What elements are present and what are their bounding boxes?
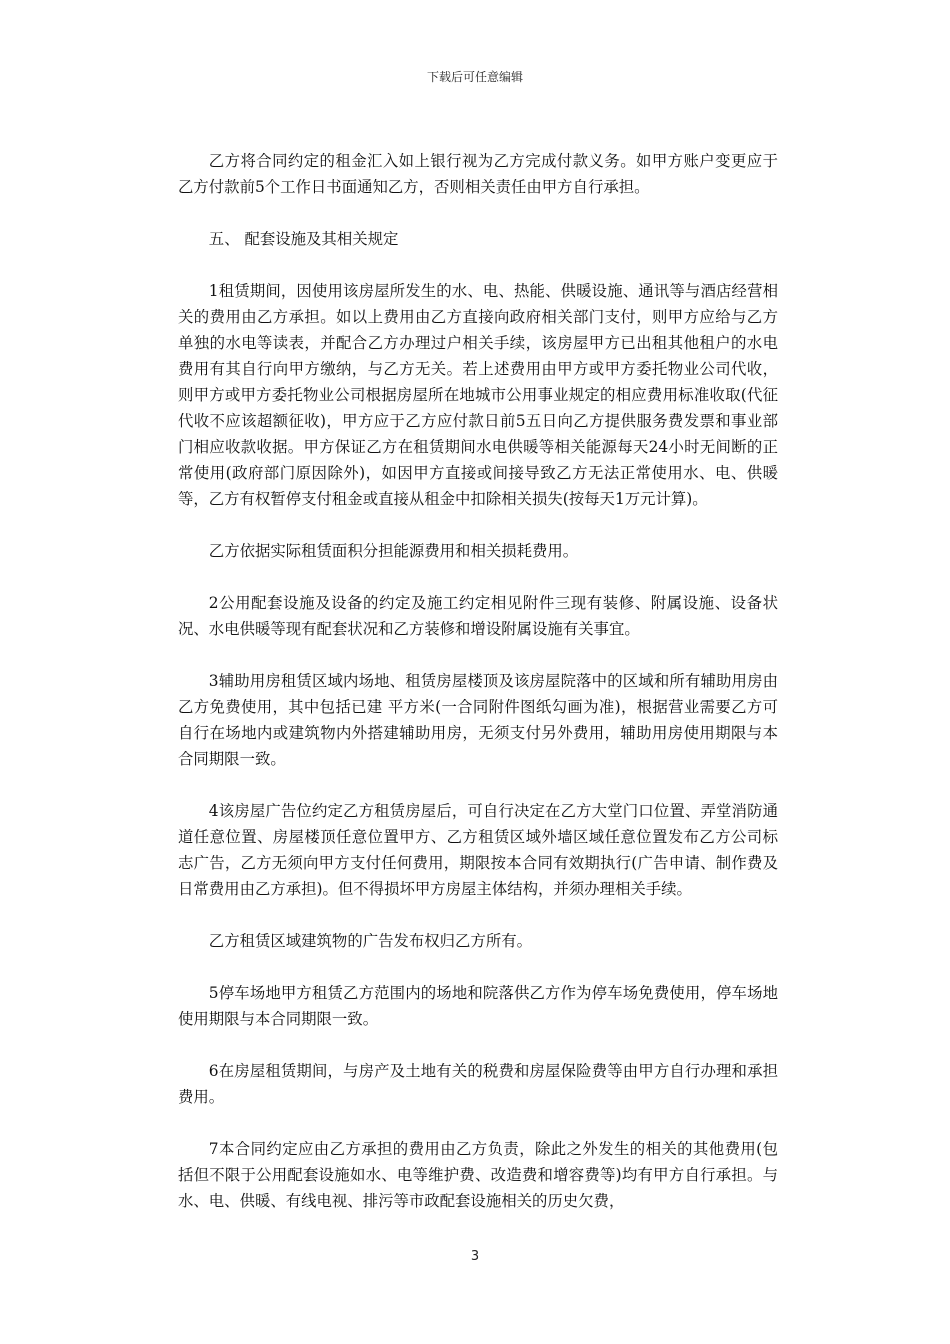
paragraph-clause-5-parking: 5停车场地甲方租赁乙方范围内的场地和院落供乙方作为停车场免费使用，停车场地使用期限与本合同期限一致。 [178, 984, 778, 1028]
page-number: 3 [470, 1249, 480, 1264]
paragraph-energy-cost-share: 乙方依据实际租赁面积分担能源费用和相关损耗费用。 [208, 542, 579, 560]
paragraph-clause-6-taxes: 6在房屋租赁期间，与房产及土地有关的税费和房屋保险费等由甲方自行办理和承担费用。 [178, 1062, 778, 1106]
paragraph-clause-1-utilities: 1租赁期间，因使用该房屋所发生的水、电、热能、供暖设施、通讯等与酒店经营相关的费用由乙方承担。如以上费用由乙方直接向政府相关部门支付，则甲方应给与乙方单独的水电等读表，并配合乙方办理过户相关手续，该房屋甲方已出租其他租户的水电费用有其自行向甲方缴纳，与乙方无关。若上述费用由甲方或甲方委托物业公司代收，则甲方或甲方委托物业公司根据房屋所在地城市公用事业规定的相应费用标准收取(代征代收不应该超额征收)，甲方应于乙方应付款日前5五日向乙方提供服务费发票和事业部门相应收款收据。甲方保证乙方在租赁期间水电供暖等相关能源每天24小时无间断的正常使用(政府部门原因除外)，如因甲方直接或间接导致乙方无法正常使用水、电、供暖等，乙方有权暂停支付租金或直接从租金中扣除相关损失(按每天1万元计算)。 [178, 282, 778, 508]
paragraph-payment-notice: 乙方将合同约定的租金汇入如上银行视为乙方完成付款义务。如甲方账户变更应于乙方付款前5个工作日书面通知乙方，否则相关责任由甲方自行承担。 [178, 152, 778, 196]
paragraph-clause-2-public-facilities: 2公用配套设施及设备的约定及施工约定相见附件三现有装修、附属设施、设备状况、水电供暖等现有配套状况和乙方装修和增设附属设施有关事宜。 [178, 594, 778, 638]
paragraph-clause-7-other-costs: 7本合同约定应由乙方承担的费用由乙方负责，除此之外发生的相关的其他费用(包括但不限于公用配套设施如水、电等维护费、改造费和增容费等)均有甲方自行承担。与水、电、供暖、有线电视、排污等市政配套设施相关的历史欠费， [178, 1140, 778, 1210]
document-body [178, 148, 778, 1240]
paragraph-clause-3-auxiliary-rooms: 3辅助用房租赁区域内场地、租赁房屋楼顶及该房屋院落中的区域和所有辅助用房由乙方免费使用，其中包括已建 平方米(一合同附件图纸勾画为准)，根据营业需要乙方可自行在场地内或建筑物内外搭建辅助用房，无须支付另外费用，辅助用房使用期限与本合同期限一致。 [178, 672, 778, 768]
page-header: 下载后可任意编辑 [426, 70, 523, 84]
section-heading-facilities: 五、 配套设施及其相关规定 [208, 230, 399, 248]
paragraph-advertising-rights: 乙方租赁区域建筑物的广告发布权归乙方所有。 [208, 932, 533, 950]
paragraph-clause-4-advertising: 4该房屋广告位约定乙方租赁房屋后，可自行决定在乙方大堂门口位置、弄堂消防通道任意位置、房屋楼顶任意位置甲方、乙方租赁区域外墙区域任意位置发布乙方公司标志广告，乙方无须向甲方支付任何费用，期限按本合同有效期执行(广告申请、制作费及日常费用由乙方承担)。但不得损坏甲方房屋主体结构，并须办理相关手续。 [178, 802, 778, 898]
